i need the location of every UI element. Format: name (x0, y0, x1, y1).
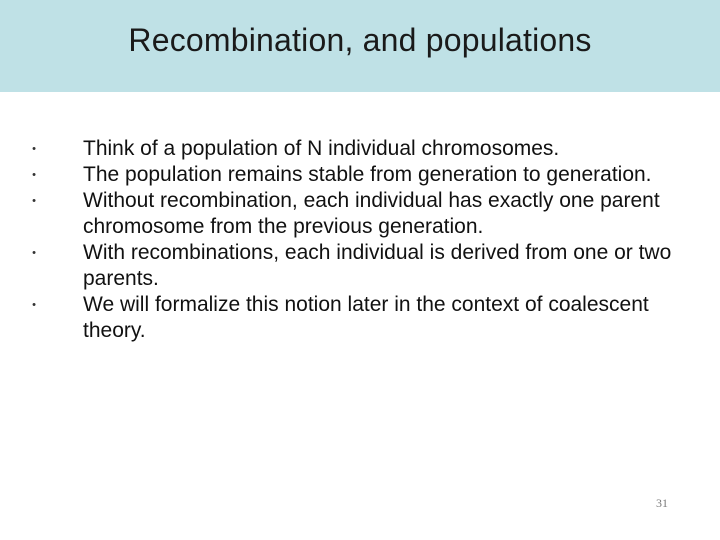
bullet-item (0, 136, 673, 162)
bullet-dot-icon: • (32, 143, 36, 155)
bullet-dot-icon: • (32, 169, 36, 181)
bullet-text: With recombinations, each individual is derived from one or two parents. (83, 241, 672, 290)
bullet-dot-icon: • (32, 247, 36, 259)
page-number: 31 (656, 496, 668, 510)
bullet-list (0, 136, 720, 344)
bullet-item (0, 162, 673, 188)
bullet-item (0, 292, 673, 344)
title-band (0, 0, 720, 92)
bullet-dot-icon: • (32, 299, 36, 311)
bullet-text: We will formalize this notion later in the context of coalescent theory. (83, 293, 649, 342)
slide-title: Recombination, and populations (128, 22, 592, 58)
bullet-text: Think of a population of N individual chromosomes. (83, 137, 560, 160)
bullet-item (0, 188, 673, 240)
bullet-text: Without recombination, each individual has exactly one parent chromosome from the previous generation. (83, 189, 660, 238)
bullet-text: The population remains stable from generation to generation. (83, 163, 652, 186)
bullet-dot-icon: • (32, 195, 36, 207)
bullet-item (0, 240, 673, 292)
